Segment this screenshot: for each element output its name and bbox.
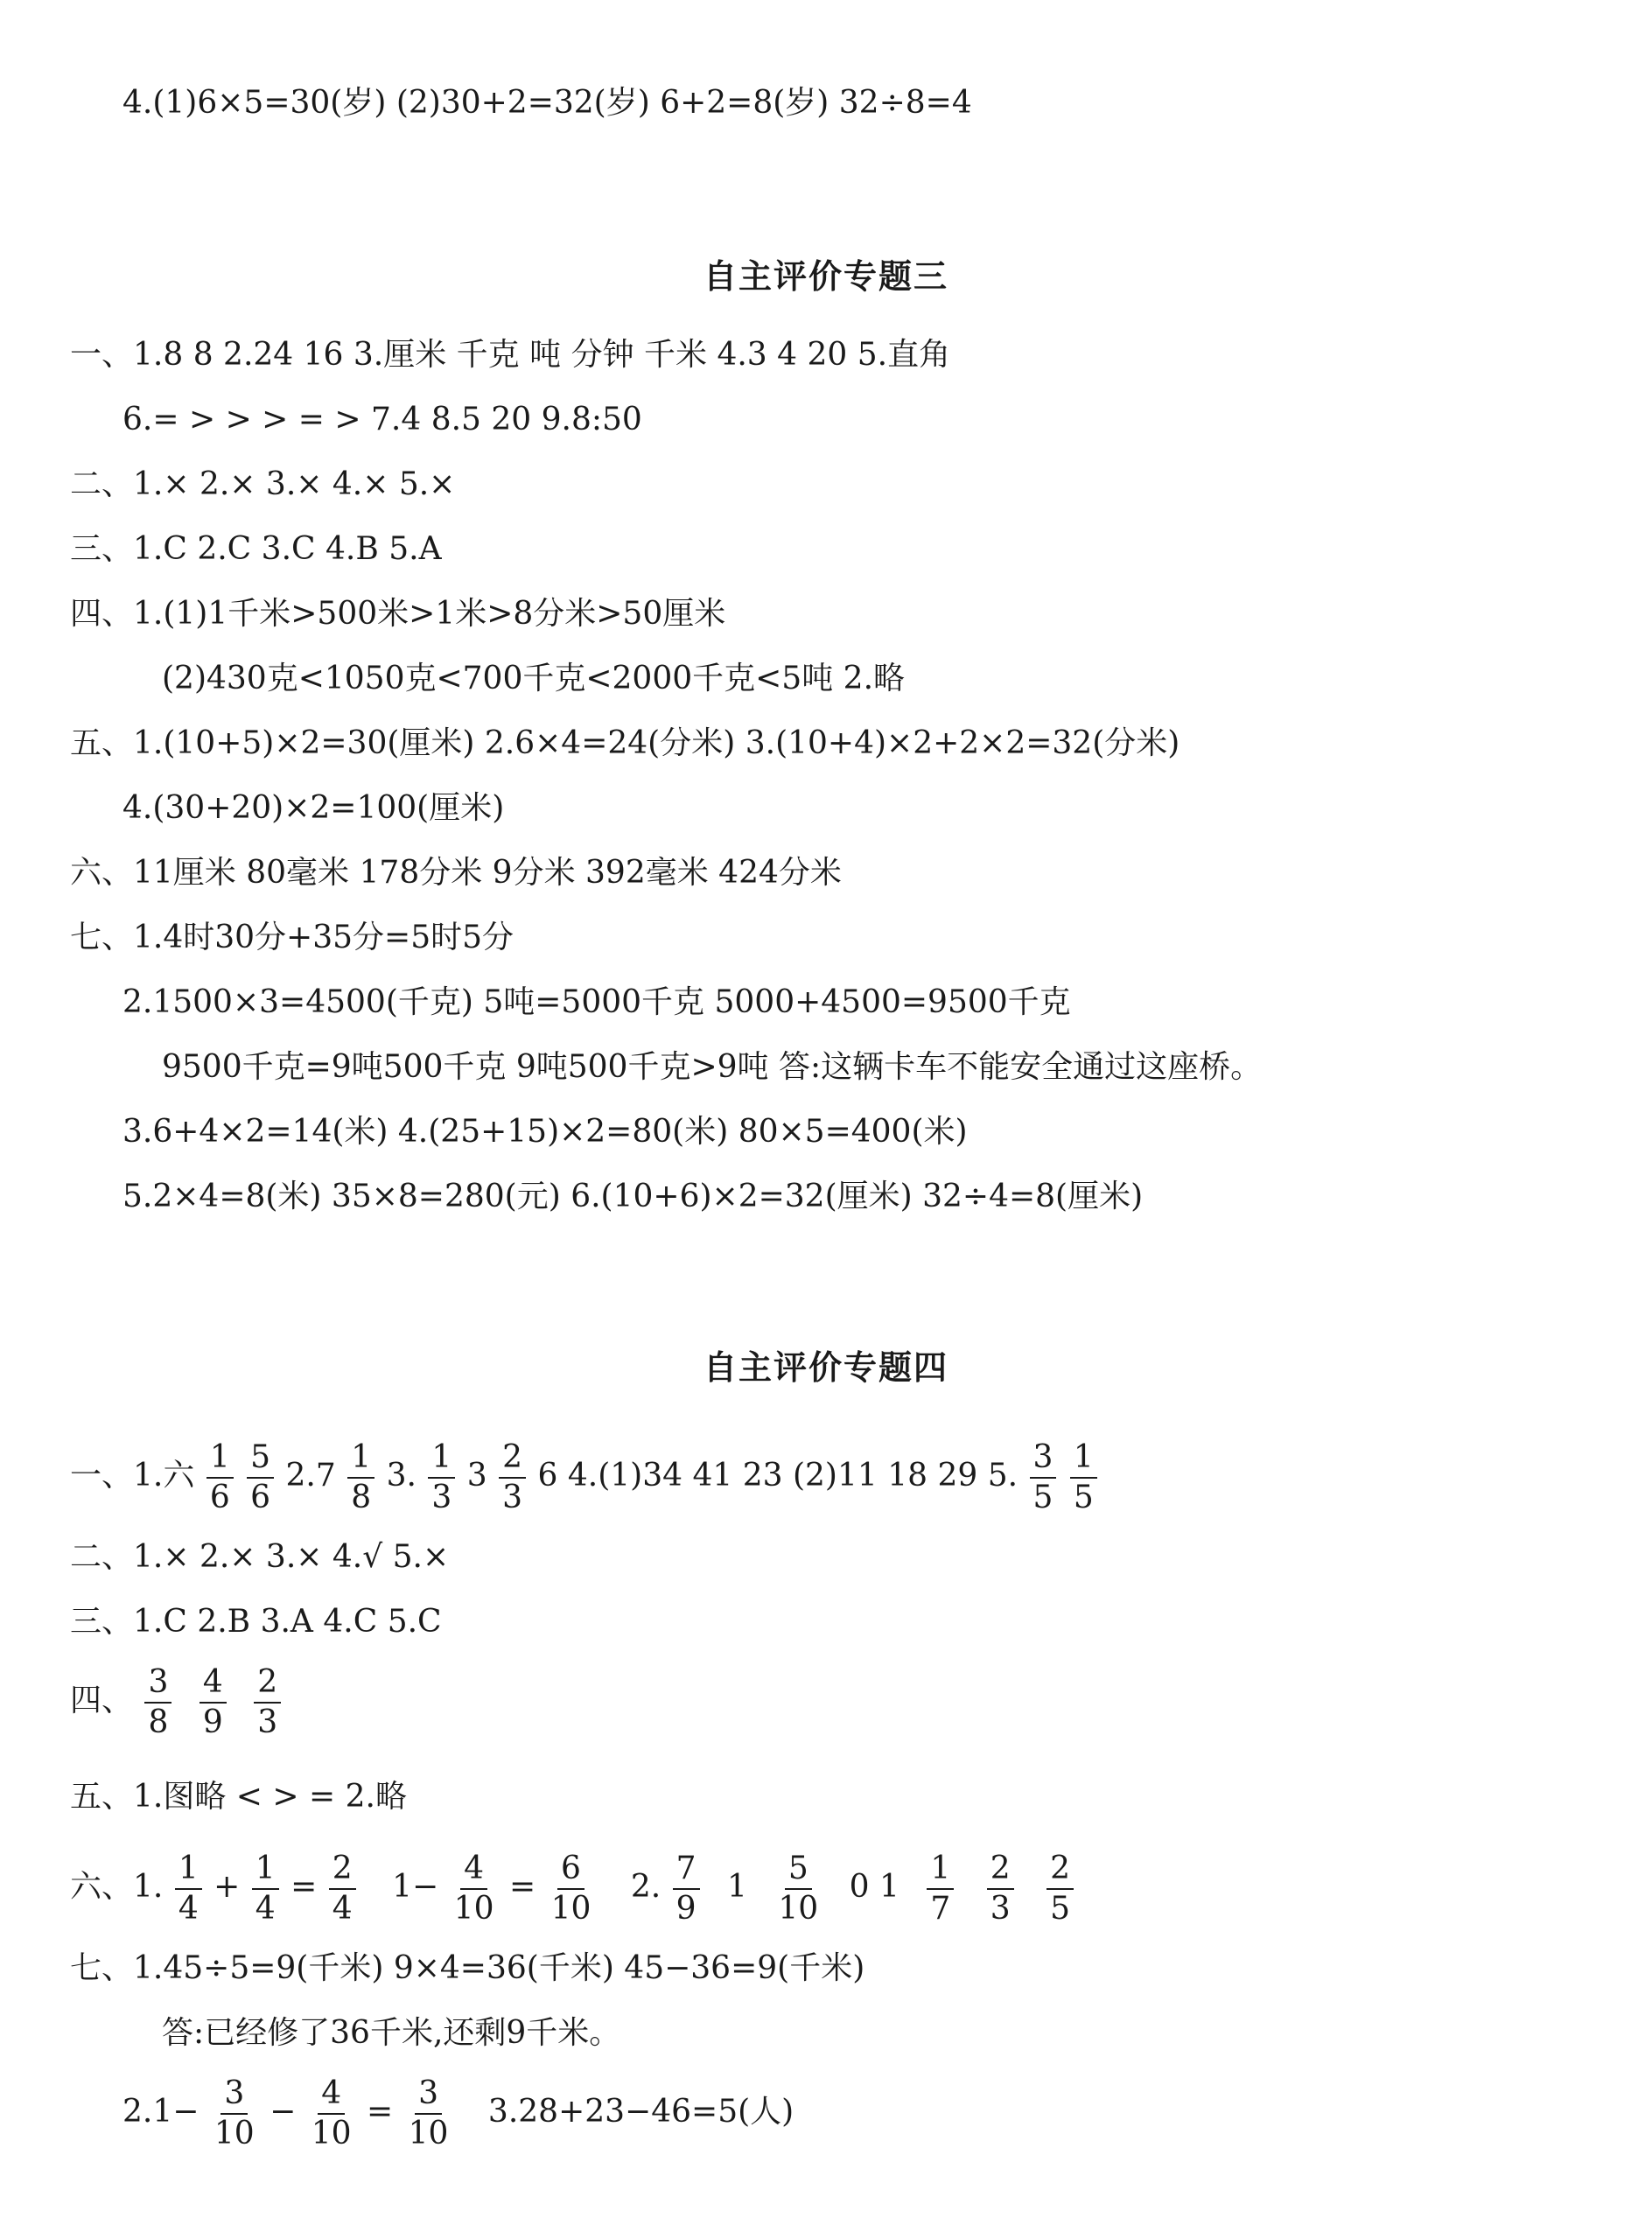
fraction: $\frac{3}{10}$ xyxy=(408,2075,449,2152)
fraction: $\frac{7}{9}$ xyxy=(673,1853,700,1925)
text: = xyxy=(508,1869,536,1905)
fraction: $\frac{2}{3}$ xyxy=(254,1667,281,1739)
fraction: $\frac{3}{5}$ xyxy=(1030,1442,1057,1514)
s4-line-1 xyxy=(70,1439,1099,1515)
s3-line-5: 四、1.(1)1千米>500米>1米>8分米>50厘米 xyxy=(70,596,726,632)
fraction: $\frac{4}{10}$ xyxy=(311,2075,352,2152)
s3-line-4: 三、1.C 2.C 3.C 4.B 5.A xyxy=(70,531,442,567)
fraction: $\frac{2}{4}$ xyxy=(329,1853,356,1925)
text: − xyxy=(270,2094,297,2130)
s3-line-8: 4.(30+20)×2=100(厘米) xyxy=(122,790,505,826)
s3-line-3: 二、1.× 2.× 3.× 4.× 5.× xyxy=(70,466,456,502)
fraction: $\frac{1}{8}$ xyxy=(347,1442,374,1514)
answer-line-top: 4.(1)6×5=30(岁) (2)30+2=32(岁) 6+2=8(岁) 32÷8=4 xyxy=(122,85,972,121)
fraction: $\frac{1}{7}$ xyxy=(927,1853,954,1925)
fraction: $\frac{4}{10}$ xyxy=(453,1851,494,1927)
text: 2. xyxy=(630,1869,662,1905)
s3-line-13: 3.6+4×2=14(米) 4.(25+15)×2=80(米) 80×5=400(米) xyxy=(122,1114,968,1150)
s4-line-6 xyxy=(70,1853,1075,1925)
fraction: $\frac{3}{8}$ xyxy=(144,1667,172,1739)
s3-line-7: 五、1.(10+5)×2=30(厘米) 2.6×4=24(分米) 3.(10+4)×2+2×2=32(分米) xyxy=(70,725,1180,761)
s3-line-11: 2.1500×3=4500(千克) 5吨=5000千克 5000+4500=9500千克 xyxy=(122,984,1071,1020)
text: = xyxy=(290,1869,318,1905)
text: 1 xyxy=(727,1869,747,1905)
s4-line-3: 三、1.C 2.B 3.A 4.C 5.C xyxy=(70,1604,442,1640)
s3-line-12: 9500千克=9吨500千克 9吨500千克>9吨 答:这辆卡车不能安全通过这座桥。 xyxy=(162,1049,1263,1085)
s3-line-9: 六、11厘米 80毫米 178分米 9分米 392毫米 424分米 xyxy=(70,855,842,891)
s4-line-7: 七、1.45÷5=9(千米) 9×4=36(千米) 45−36=9(千米) xyxy=(70,1950,865,1986)
fraction: $\frac{2}{3}$ xyxy=(499,1442,526,1514)
s3-line-6: (2)430克<1050克<700千克<2000千克<5吨 2.略 xyxy=(162,661,906,696)
text: 3.28+23−46=5(人) xyxy=(487,2094,794,2130)
fraction: $\frac{1}{4}$ xyxy=(252,1853,279,1925)
section-title-4: 自主评价专题四 xyxy=(703,1348,948,1387)
s4-line-5: 五、1.图略 < > = 2.略 xyxy=(70,1779,407,1815)
text: 3. xyxy=(386,1458,416,1494)
text: 6 4.(1)34 41 23 (2)11 18 29 5. xyxy=(537,1458,1018,1494)
fraction: $\frac{6}{10}$ xyxy=(550,1851,592,1927)
fraction: $\frac{1}{4}$ xyxy=(175,1853,202,1925)
text: 六、1. xyxy=(70,1869,164,1905)
section-title-3: 自主评价专题三 xyxy=(703,257,948,296)
text: 0 1 xyxy=(849,1869,900,1905)
text: = xyxy=(367,2094,394,2130)
s4-line-2: 二、1.× 2.× 3.× 4.√ 5.× xyxy=(70,1539,450,1575)
fraction: $\frac{5}{10}$ xyxy=(778,1851,819,1927)
s3-line-10: 七、1.4时30分+35分=5时5分 xyxy=(70,920,514,955)
s4-line-4 xyxy=(70,1664,283,1740)
fraction: $\frac{5}{6}$ xyxy=(247,1442,274,1514)
text: 四、 xyxy=(70,1683,134,1718)
text: 一、1.六 xyxy=(70,1458,195,1494)
fraction: $\frac{1}{5}$ xyxy=(1070,1442,1097,1514)
text: 2.1− xyxy=(122,2094,200,2130)
s4-line-8: 答:已经修了36千米,还剩9千米。 xyxy=(162,2015,621,2051)
text: + xyxy=(214,1869,241,1905)
s3-line-2: 6.= > > > = > 7.4 8.5 20 9.8:50 xyxy=(122,402,642,437)
s3-line-14: 5.2×4=8(米) 35×8=280(元) 6.(10+6)×2=32(厘米) 32÷4=8(厘米) xyxy=(122,1179,1144,1214)
s3-line-1: 一、1.8 8 2.24 16 3.厘米 千克 吨 分钟 千米 4.3 4 20 5.直角 xyxy=(70,337,951,373)
fraction: $\frac{2}{5}$ xyxy=(1046,1853,1074,1925)
text: 1− xyxy=(392,1869,439,1905)
fraction: $\frac{1}{3}$ xyxy=(428,1442,455,1514)
text: 2.7 xyxy=(285,1458,336,1494)
fraction: $\frac{1}{6}$ xyxy=(206,1442,234,1514)
text: 3 xyxy=(466,1458,487,1494)
fraction: $\frac{4}{9}$ xyxy=(200,1667,227,1739)
fraction: $\frac{2}{3}$ xyxy=(987,1853,1014,1925)
s4-line-9 xyxy=(122,2075,794,2152)
fraction: $\frac{3}{10}$ xyxy=(214,2075,255,2152)
